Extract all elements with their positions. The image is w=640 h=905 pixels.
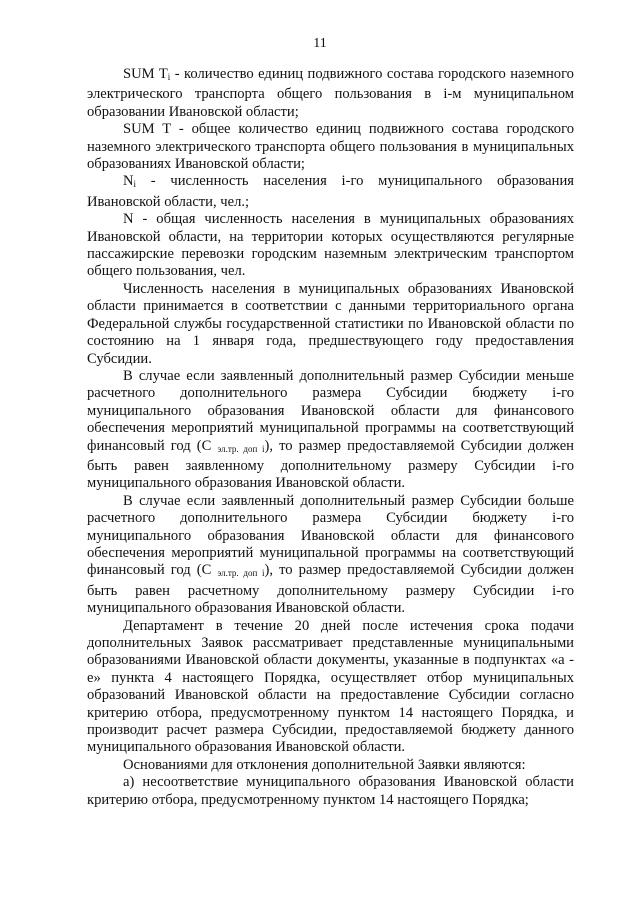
paragraph-department-review: Департамент в течение 20 дней после истечения срока подачи дополнительных Заявок рассматривает представленные муниципальными образованиями Ивановской области документы, указанные в подпунктах «а - е» пункта 4 настоящего Порядка, осуществляет отбор муниципальных образований Ивановской области на предоставление Субсидии согласно критерию отбора, предусмотренному пунктом 14 настоящего Порядка, и производит расчет размера Субсидии, предоставляемой бюджету данного муниципального образования Ивановской области.: [87, 617, 574, 756]
paragraph-ni: $N_i$ - численность населения i-го муниципального образования Ивановской области, чел.;: [87, 173, 574, 210]
paragraph-item-a: а) несоответствие муниципального образования Ивановской области критерию отбора, предусмотренному пунктом 14 настоящего Порядка;: [87, 774, 574, 808]
page-number: 11: [313, 36, 327, 51]
subscript-el-tr-dop: эл.тр. доп i: [217, 568, 265, 579]
subscript-i: i: [133, 179, 137, 190]
paragraph-sum-t: SUM T - общее количество единиц подвижного состава городского наземного электрического транспорта общего пользования в муниципальных образованиях Ивановской области;: [87, 121, 574, 173]
paragraph-rejection-grounds: Основаниями для отклонения дополнительной Заявки являются:: [123, 756, 526, 773]
paragraph-population-source: Численность населения в муниципальных образованиях Ивановской области принимается в соответствии с данными территориального органа Федеральной службы государственной статистики по Ивановской области по состоянию на 1 января года, предшествующего году предоставления Субсидии.: [87, 280, 574, 367]
subscript-el-tr-dop: эл.тр. доп i: [217, 443, 265, 454]
paragraph-subsidy-less: В случае если заявленный дополнительный размер Субсидии меньше расчетного дополнительного размера Субсидии бюджету i-го муниципального образования Ивановской области для финансового обеспечения мероприятий муниципальной программы на соответствующий финансовый год (С $_{эл.тр. доп i}$), то размер предоставляемой Субсидии должен быть равен заявленному дополнительному размеру Субсидии i-го муниципального образования Ивановской области.: [87, 367, 574, 492]
paragraph-sum-ti: SUM $T_i$ - количество единиц подвижного состава городского наземного электрического транспорта общего пользования в i-м муниципальном образовании Ивановской области;: [87, 66, 574, 120]
paragraph-n-total: N - общая численность населения в муниципальных образованиях Ивановской области, на территории которых осуществляются регулярные пассажирские перевозки городским наземным электрическим транспортом общего пользования, чел.: [87, 211, 574, 280]
subscript-i: i: [167, 72, 171, 82]
paragraph-subsidy-more: В случае если заявленный дополнительный размер Субсидии больше расчетного дополнительного размера Субсидии бюджету i-го муниципального образования Ивановской области для финансового обеспечения мероприятий муниципальной программы на соответствующий финансовый год (С $_{эл.тр. доп i}$), то размер предоставляемой Субсидии должен быть равен расчетному дополнительному размеру Субсидии i-го муниципального образования Ивановской области.: [87, 492, 574, 617]
document-body: [87, 66, 574, 809]
